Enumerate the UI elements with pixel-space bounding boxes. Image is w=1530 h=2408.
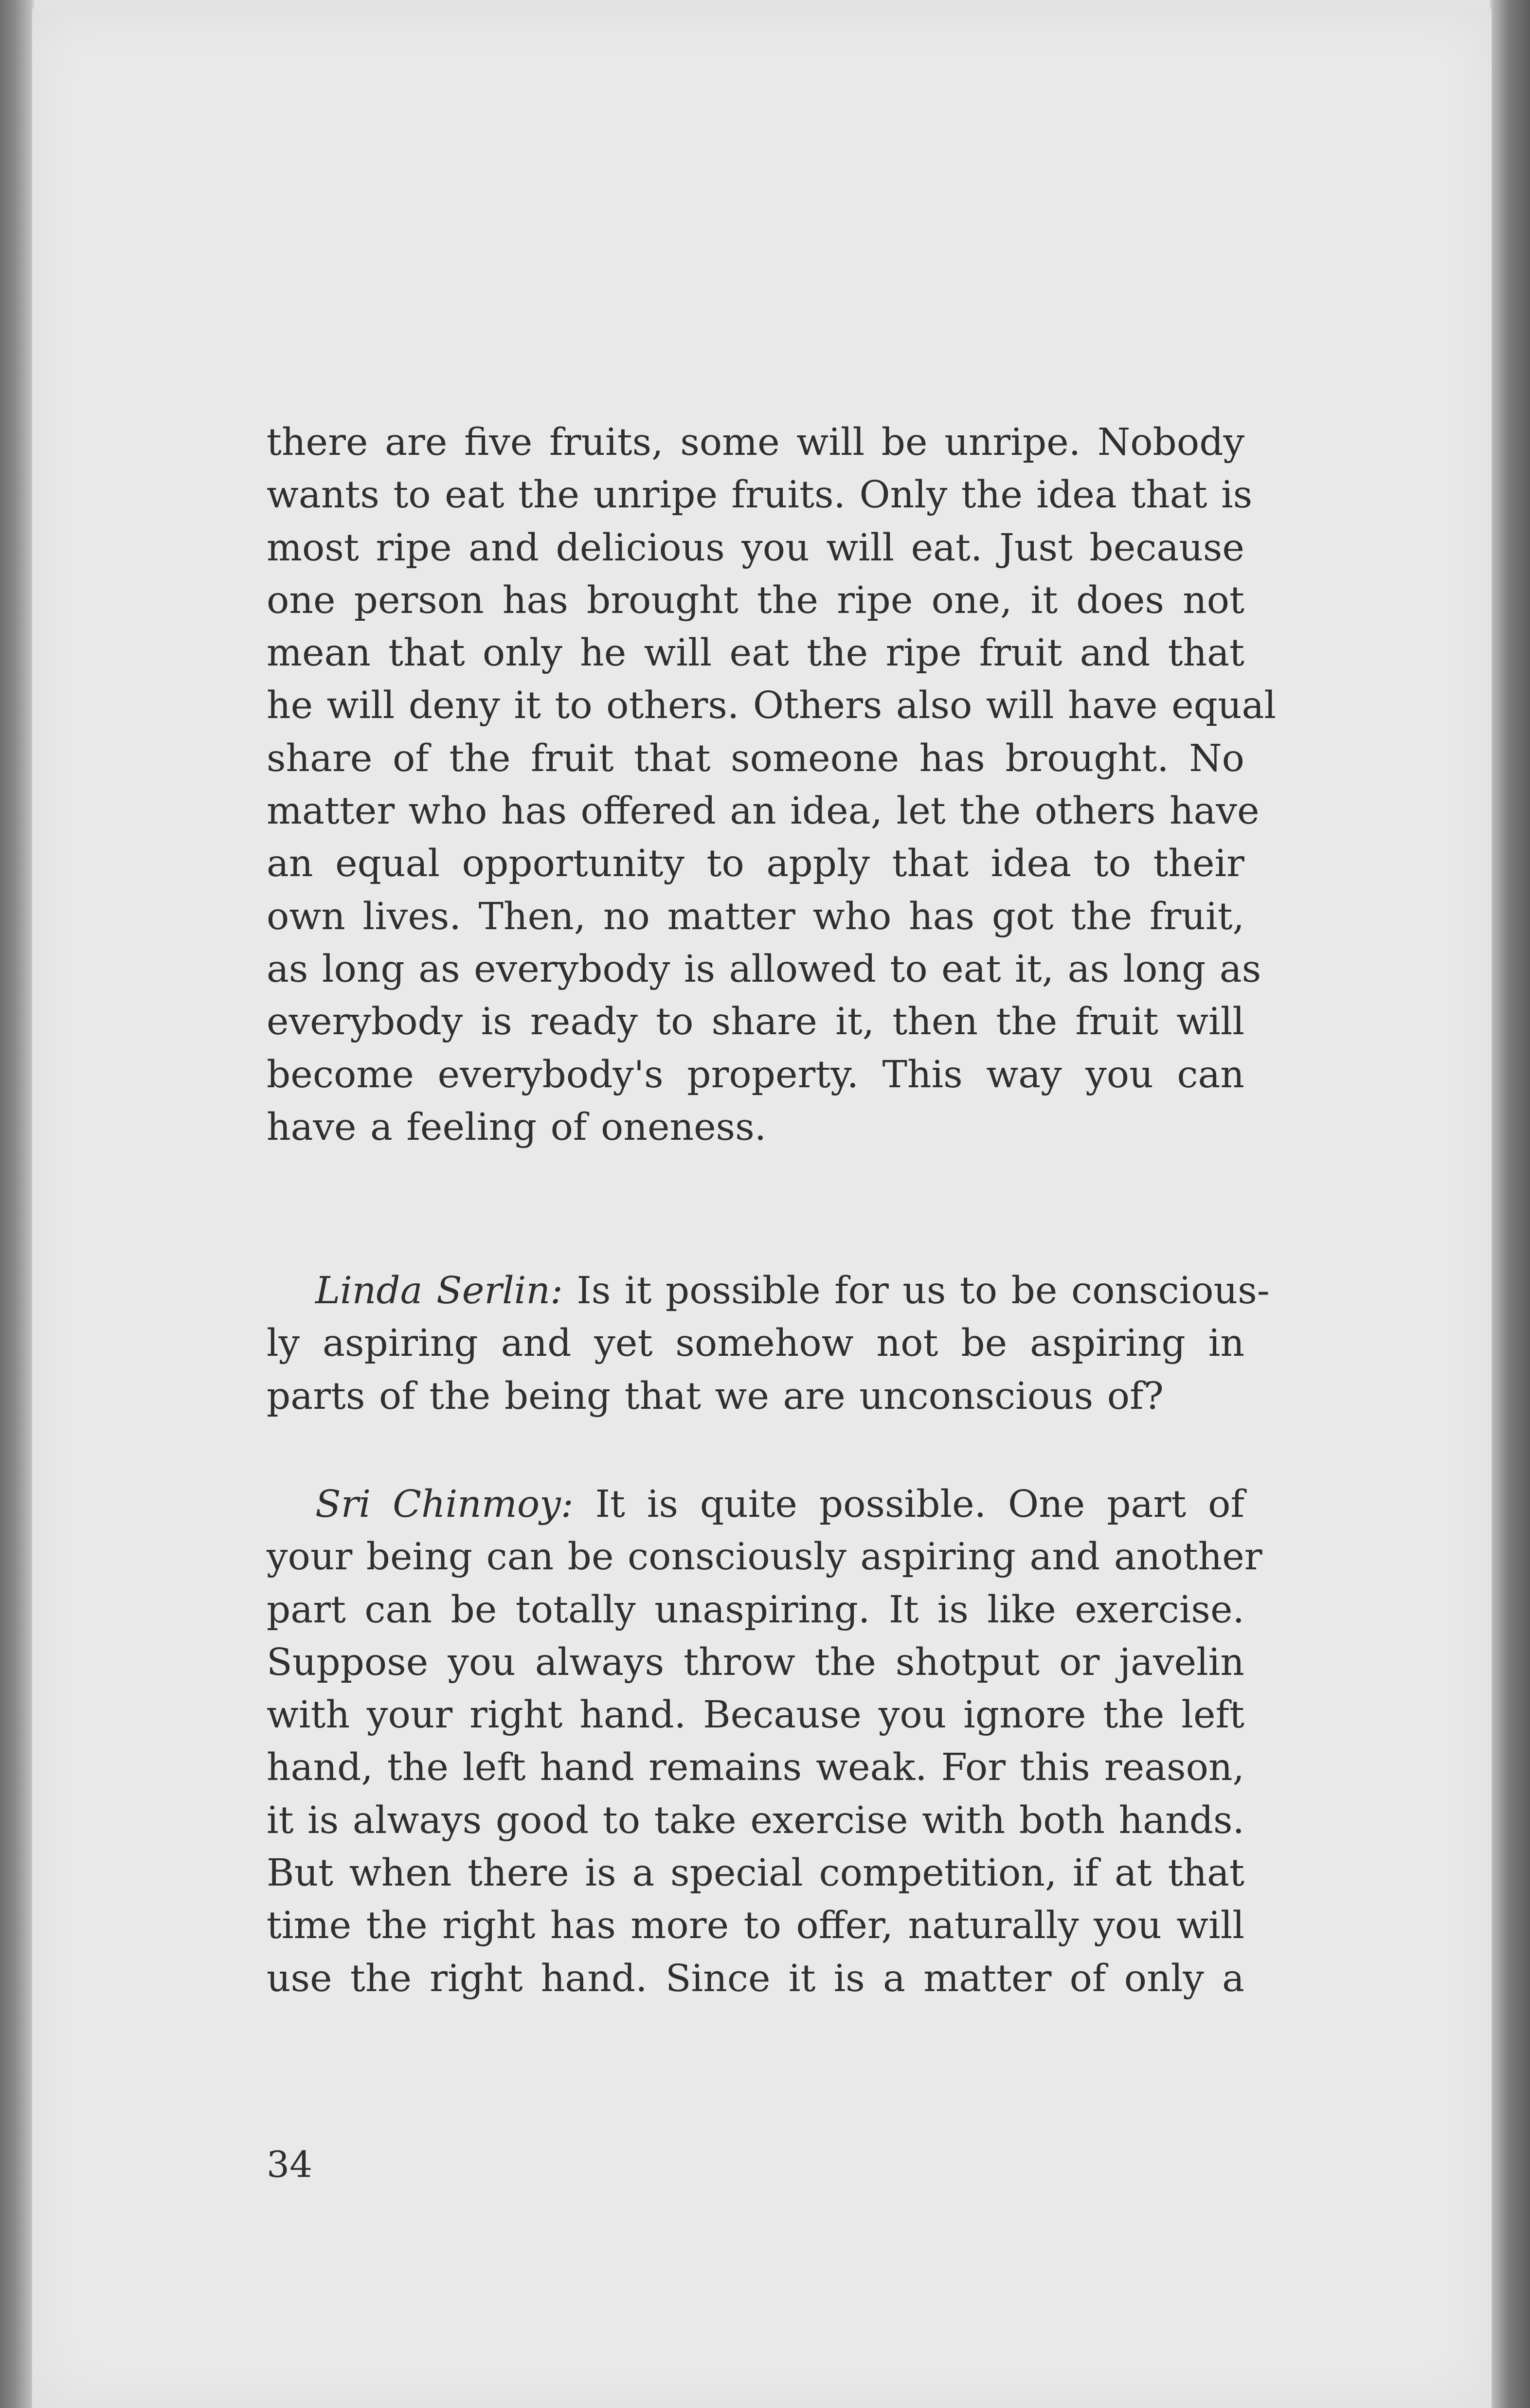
text-line: everybody is ready to share it, then the fruit will (267, 1000, 1244, 1044)
paragraph-continuation (267, 416, 1277, 1154)
text-line: part can be totally unaspiring. It is like exercise. (267, 1588, 1244, 1632)
text-line: share of the fruit that someone has brought. No (267, 737, 1244, 780)
text-line (267, 1478, 1244, 1531)
text-line: mean that only he will eat the ripe fruit and that (267, 631, 1244, 675)
text-line: ly aspiring and yet somehow not be aspiring in (267, 1322, 1244, 1366)
text-line: have a feeling of oneness. (267, 1105, 767, 1149)
text-line: with your right hand. Because you ignore the left (267, 1693, 1244, 1737)
text-line: there are five fruits, some will be unripe. Nobody (267, 421, 1244, 464)
text-line: time the right has more to offer, naturally you will (267, 1904, 1244, 1948)
text-line: matter who has offered an idea, let the others have (267, 790, 1260, 833)
text-line: parts of the being that we are unconscious of? (267, 1374, 1164, 1418)
text-line: it is always good to take exercise with both hands. (267, 1798, 1244, 1842)
question-paragraph (267, 1265, 1270, 1423)
text-line: become everybody's property. This way you can (267, 1053, 1244, 1096)
text-line: Suppose you always throw the shotput or javelin (267, 1640, 1244, 1684)
text-line: he will deny it to others. Others also will have equal (267, 684, 1277, 728)
text-line: hand, the left hand remains weak. For this reason, (267, 1746, 1244, 1790)
text-fragment: It is quite possible. One part of (573, 1483, 1244, 1526)
speaker-name: Linda Serlin: (315, 1269, 563, 1312)
text-line: own lives. Then, no matter who has got the fruit, (267, 895, 1244, 938)
text-line: most ripe and delicious you will eat. Just because (267, 526, 1244, 570)
book-page (32, 9, 1492, 2408)
text-line: But when there is a special competition, if at that (267, 1851, 1244, 1895)
text-line: wants to eat the unripe fruits. Only the idea that is (267, 473, 1253, 517)
text-line: use the right hand. Since it is a matter of only a (267, 1957, 1244, 2000)
text-line: as long as everybody is allowed to eat it, as long as (267, 947, 1261, 991)
text-line: your being can be consciously aspiring and another (267, 1535, 1262, 1579)
answer-paragraph (267, 1478, 1262, 2005)
text-line: one person has brought the ripe one, it does not (267, 578, 1244, 622)
text-fragment: Is it possible for us to be conscious- (562, 1269, 1270, 1312)
speaker-name: Sri Chinmoy: (315, 1483, 574, 1526)
page-number: 34 (267, 2144, 313, 2186)
text-line (267, 1265, 1270, 1317)
text-line: an equal opportunity to apply that idea to their (267, 842, 1244, 886)
